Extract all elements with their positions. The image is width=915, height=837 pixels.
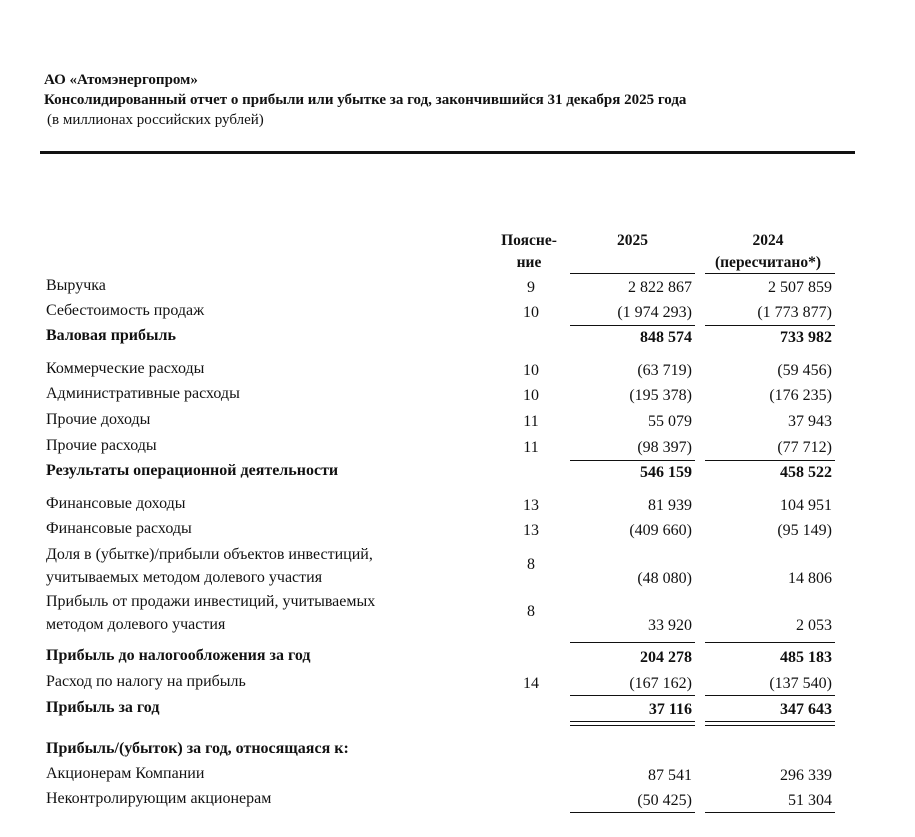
row-label: Прибыль до налогообложения за год: [46, 647, 311, 664]
row-label-line1: Прибыль от продажи инвестиций, учитываемых: [46, 593, 376, 610]
row-value-2025: (63 719): [637, 362, 692, 379]
row-gain-on-disposal: [46, 590, 836, 638]
row-label-line2: методом долевого участия: [46, 616, 226, 633]
row-value-2024: 296 339: [780, 767, 832, 784]
row-value-2024: 2 053: [796, 617, 832, 634]
company-name: АО «Атомэнергопром»: [44, 72, 198, 88]
row-note: 14: [523, 675, 539, 692]
row-value-2025: (409 660): [629, 522, 692, 539]
year-2024-label: 2024: [752, 232, 784, 249]
row-value-2025: (167 162): [629, 675, 692, 692]
row-note: 11: [523, 439, 539, 456]
row-value-2024: 458 522: [780, 464, 832, 481]
row-owners-of-company: [46, 762, 836, 786]
row-note: 8: [527, 603, 535, 620]
row-value-2025: 87 541: [648, 767, 692, 784]
row-value-2025: (1 974 293): [617, 304, 692, 321]
row-value-2025: 33 920: [648, 617, 692, 634]
row-value-2025: 81 939: [648, 497, 692, 514]
row-value-2024: 51 304: [788, 792, 832, 809]
row-value-2024: (95 149): [777, 522, 832, 539]
row-value-2024: (77 712): [777, 439, 832, 456]
row-value-2024: 485 183: [780, 649, 832, 666]
row-value-2024: (137 540): [769, 675, 832, 692]
row-note: 10: [523, 387, 539, 404]
row-note: 10: [523, 362, 539, 379]
row-label: [46, 543, 373, 589]
row-note: 9: [527, 279, 535, 296]
note-header-line2: ние: [516, 254, 542, 271]
row-value-2025: 2 822 867: [628, 279, 692, 296]
row-admin-expenses: [46, 382, 836, 406]
row-label: Прибыль/(убыток) за год, относящаяся к:: [46, 740, 349, 757]
row-operating-result: [46, 459, 836, 483]
row-value-2024: 104 951: [780, 497, 832, 514]
row-gross-profit: [46, 324, 836, 348]
year-2025-header: [570, 230, 695, 252]
row-label: Акционерам Компании: [46, 765, 205, 782]
row-label: Прочие доходы: [46, 411, 151, 428]
note-column-header: [492, 230, 566, 274]
row-note: 13: [523, 497, 539, 514]
note-header-line1: Поясне-: [501, 232, 557, 249]
row-value-2025: 55 079: [648, 413, 692, 430]
row-equity-investees-share: [46, 543, 836, 591]
row-profit-before-tax: [46, 644, 836, 668]
report-header: [44, 70, 686, 130]
row-value-2024: (1 773 877): [757, 304, 832, 321]
row-label: Коммерческие расходы: [46, 360, 205, 377]
row-non-controlling-interests: [46, 787, 836, 811]
row-value-2024: 2 507 859: [768, 279, 832, 296]
row-label: Финансовые расходы: [46, 520, 192, 537]
row-label: Себестоимость продаж: [46, 302, 205, 319]
row-label: Валовая прибыль: [46, 327, 176, 344]
row-value-2024: 347 643: [780, 701, 832, 718]
row-other-income: [46, 408, 836, 432]
row-finance-income: [46, 492, 836, 516]
row-cost-of-sales: [46, 299, 836, 323]
row-label: Расход по налогу на прибыль: [46, 673, 246, 690]
row-label: Прочие расходы: [46, 437, 157, 454]
row-value-2025: (195 378): [629, 387, 692, 404]
row-label: [46, 590, 375, 636]
total-double-line-2024: [705, 721, 835, 726]
row-note: 8: [527, 556, 535, 573]
header-rule: [40, 151, 855, 154]
row-value-2024: 733 982: [780, 329, 832, 346]
row-value-2025: 204 278: [640, 649, 692, 666]
report-title: Консолидированный отчет о прибыли или убытке за год, закончившийся 31 декабря 2025 года: [44, 92, 687, 108]
row-value-2025: (98 397): [637, 439, 692, 456]
row-value-2024: 14 806: [788, 570, 832, 587]
year-2024-header: [703, 230, 833, 274]
row-attributable-heading: [46, 737, 836, 761]
total-double-line-2025: [570, 721, 695, 726]
row-profit-for-year: [46, 696, 836, 720]
row-label-line1: Доля в (убытке)/прибыли объектов инвестиций,: [46, 546, 373, 563]
row-label: Неконтролирующим акционерам: [46, 790, 272, 807]
row-label: Административные расходы: [46, 385, 240, 402]
row-finance-expenses: [46, 517, 836, 541]
row-value-2025: 37 116: [648, 701, 692, 718]
row-label: Финансовые доходы: [46, 495, 186, 512]
row-revenue: [46, 274, 836, 298]
row-income-tax: [46, 670, 836, 694]
row-selling-expenses: [46, 357, 836, 381]
row-value-2025: (50 425): [637, 792, 692, 809]
row-note: 13: [523, 522, 539, 539]
row-value-2025: 546 159: [640, 464, 692, 481]
row-value-2024: (59 456): [777, 362, 832, 379]
report-units: (в миллионах российских рублей): [47, 112, 264, 128]
row-value-2025: (48 080): [637, 570, 692, 587]
row-note: 10: [523, 304, 539, 321]
row-label: Прибыль за год: [46, 699, 160, 716]
year-2024-restated-note: (пересчитано*): [714, 254, 822, 271]
subtotal-line-2024: [705, 642, 835, 643]
row-label: Результаты операционной деятельности: [46, 462, 339, 479]
subtotal-line-2025: [570, 642, 695, 643]
bottom-line-2025: [570, 812, 695, 813]
row-value-2024: (176 235): [769, 387, 832, 404]
bottom-line-2024: [705, 812, 835, 813]
row-value-2025: 848 574: [640, 329, 692, 346]
row-label: Выручка: [46, 277, 106, 294]
year-2025-label: 2025: [617, 232, 648, 249]
row-note: 11: [523, 413, 539, 430]
row-value-2024: 37 943: [788, 413, 832, 430]
row-other-expenses: [46, 434, 836, 458]
row-label-line2: учитываемых методом долевого участия: [46, 569, 323, 586]
